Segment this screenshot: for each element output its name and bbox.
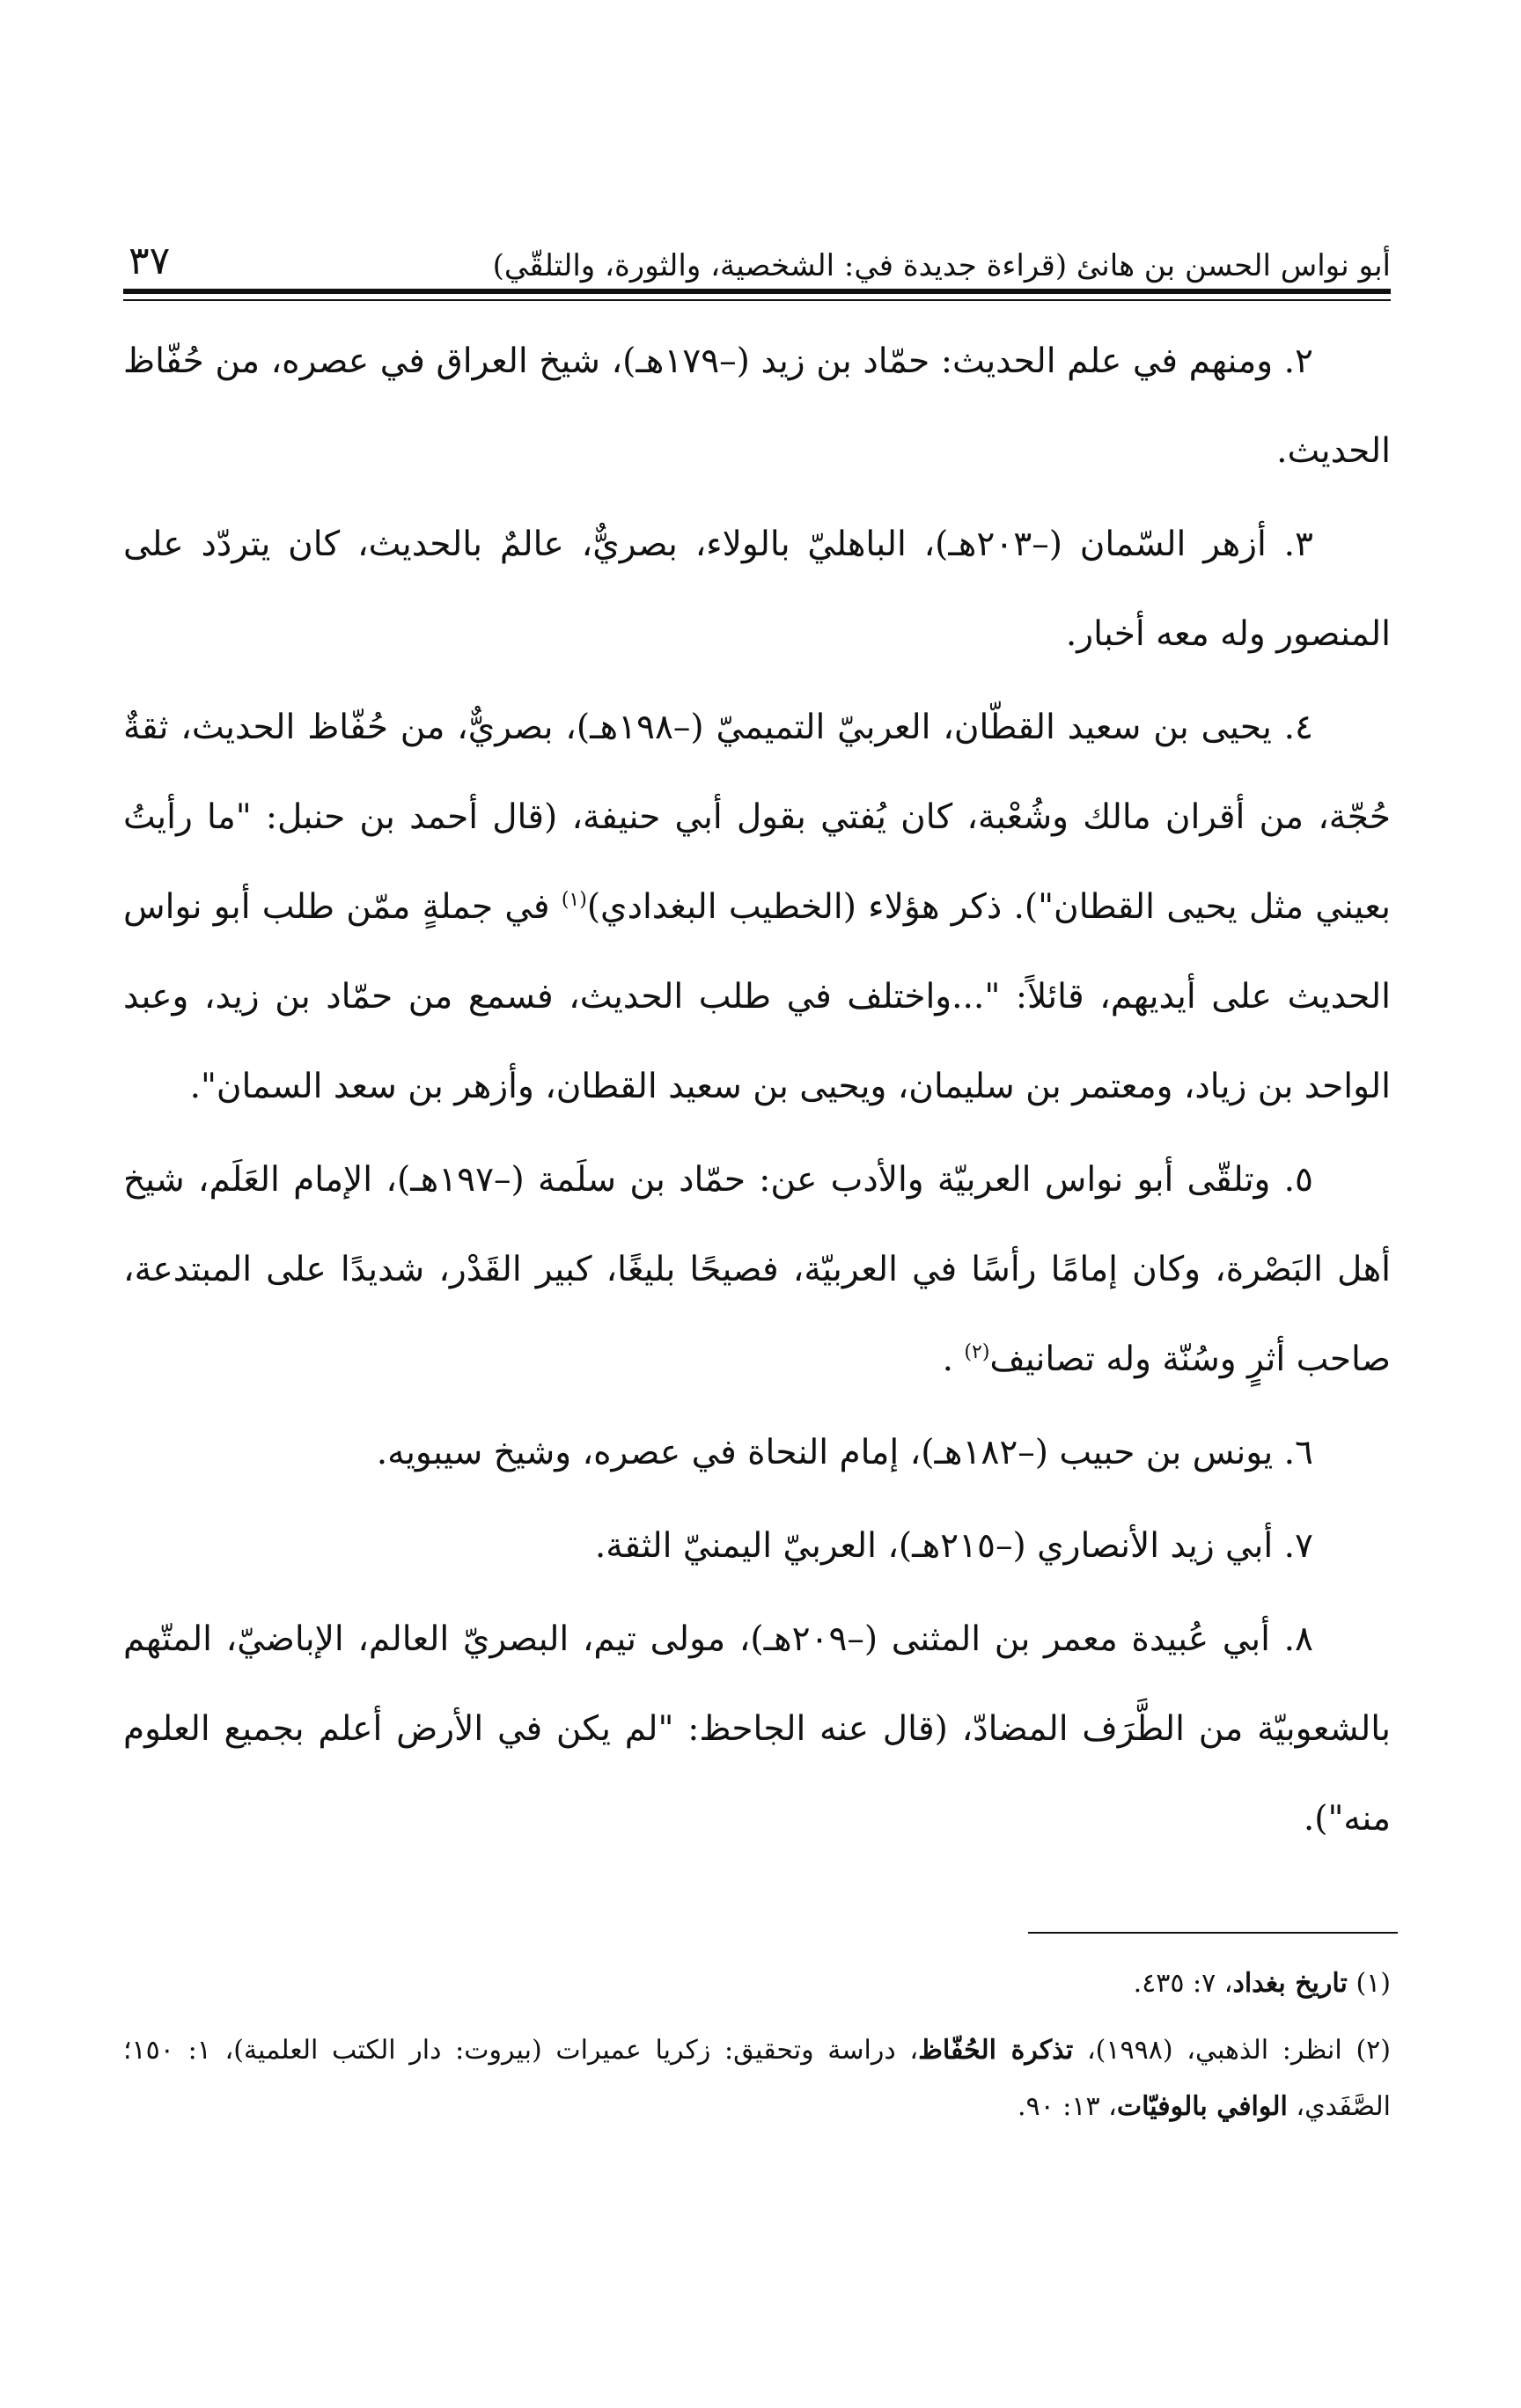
page-number: ٣٧ — [129, 239, 171, 283]
paragraph-item-2 — [123, 317, 1391, 496]
footnotes — [123, 1956, 1391, 2146]
paragraph-text: ٢. ومنهم في علم الحديث: حمّاد بن زيد (–١٧٩هـ)، شيخ العراق في عصره، من حُفّاظ الحديث. — [123, 341, 1391, 471]
paragraph-item-7 — [123, 1501, 1391, 1591]
paragraph-item-6 — [123, 1408, 1391, 1498]
footnote-text: ، دراسة وتحقيق: زكريا عميرات (بيروت: دار الكتب العلمية)، ١: ١٥٠؛ الصَّفَدي، — [123, 2035, 1391, 2122]
paragraph-item-4 — [123, 683, 1391, 1132]
footnote-book-title: الوافي بالوفيّات — [1116, 2091, 1288, 2122]
paragraph-text: ٦. يونس بن حبيب (–١٨٢هـ)، إمام النحاة في عصره، وشيخ سيبويه. — [376, 1433, 1313, 1472]
paragraph-text: . — [942, 1340, 965, 1379]
paragraph-text: ٣. أزهر السّمان (–٢٠٣هـ)، الباهليّ بالولاء، بصريٌّ، عالمٌ بالحديث، كان يتردّد على المنصور وله معه أخبار. — [123, 525, 1391, 654]
running-title: أبو نواس الحسن بن هانئ (قراءة جديدة في: الشخصية، والثورة، والتلقّي) — [492, 248, 1391, 283]
footnote-text: ، ٧: ٤٣٥. — [1133, 1968, 1233, 1999]
paragraph-text: ٨. أبي عُبيدة معمر بن المثنى (–٢٠٩هـ)، مولى تيم، البصريّ العالم، الإباضيّ، المتّهم بالشعوبيّة من الطَّرَف المضادّ، (قال عنه الجاحظ: "لم يكن في الأرض أعلم بجميع العلوم منه"). — [123, 1619, 1391, 1839]
paragraph-text: ٥. وتلقّى أبو نواس العربيّة والأدب عن: حمّاد بن سلَمة (–١٩٧هـ)، الإمام العَلَم، شيخ أهل البَصْرة، وكان إمامًا رأسًا في العربيّة، فصيحًا بليغًا، كبير القَدْر، شديدًا على المبتدعة، صاحب أثرٍ وسُنّة وله تصانيف — [123, 1160, 1391, 1379]
header-rule-thick — [123, 289, 1391, 294]
footnote-ref-1[interactable]: (١) — [561, 889, 587, 911]
footnote-book-title: تذكرة الحُفّاظ — [918, 2035, 1074, 2066]
running-head — [123, 208, 1391, 296]
footnote-separator — [1028, 1932, 1398, 1934]
footnote-ref-2[interactable]: (٢) — [964, 1341, 990, 1363]
paragraph-text: ٧. أبي زيد الأنصاري (–٢١٥هـ)، العربيّ اليمنيّ الثقة. — [594, 1526, 1313, 1566]
footnote-text: انظر: الذهبي، (١٩٩٨)، — [1073, 2035, 1342, 2066]
header-rule-thin — [123, 299, 1391, 301]
paragraph-item-8 — [123, 1595, 1391, 1864]
paragraph-item-5 — [123, 1135, 1391, 1405]
footnote-2 — [123, 2023, 1391, 2135]
footnote-marker: (١) — [1356, 1968, 1391, 1999]
footnote-1 — [123, 1956, 1391, 2012]
footnote-text: ، ١٣: ٩٠. — [1017, 2091, 1117, 2122]
paragraph-item-3 — [123, 500, 1391, 679]
paragraph-text: ٤. يحيى بن سعيد القطّان، العربيّ التميميّ (–١٩٨هـ)، بصريٌّ، من حُفّاظ الحديث، ثقةٌ حُجّة، من أقران مالك وشُعْبة، كان يُفتي بقول أبي حنيفة، (قال أحمد بن حنبل: "ما رأيتُ بعيني مثل يحيى القطان"). ذكر هؤلاء (الخطيب البغدادي) — [123, 708, 1391, 927]
paragraph-text: في جملةٍ ممّن طلب أبو نواس الحديث على أيديهم، قائلاً: "...واختلف في طلب الحديث، فسمع من حمّاد بن زيد، وعبد الواحد بن زياد، ومعتمر بن سليمان، ويحيى بن سعيد القطان، وأزهر بن سعد السمان". — [123, 887, 1391, 1106]
footnote-book-title: تاريخ بغداد — [1232, 1968, 1348, 1999]
body-text — [123, 317, 1391, 1868]
footnote-marker: (٢) — [1356, 2035, 1391, 2066]
